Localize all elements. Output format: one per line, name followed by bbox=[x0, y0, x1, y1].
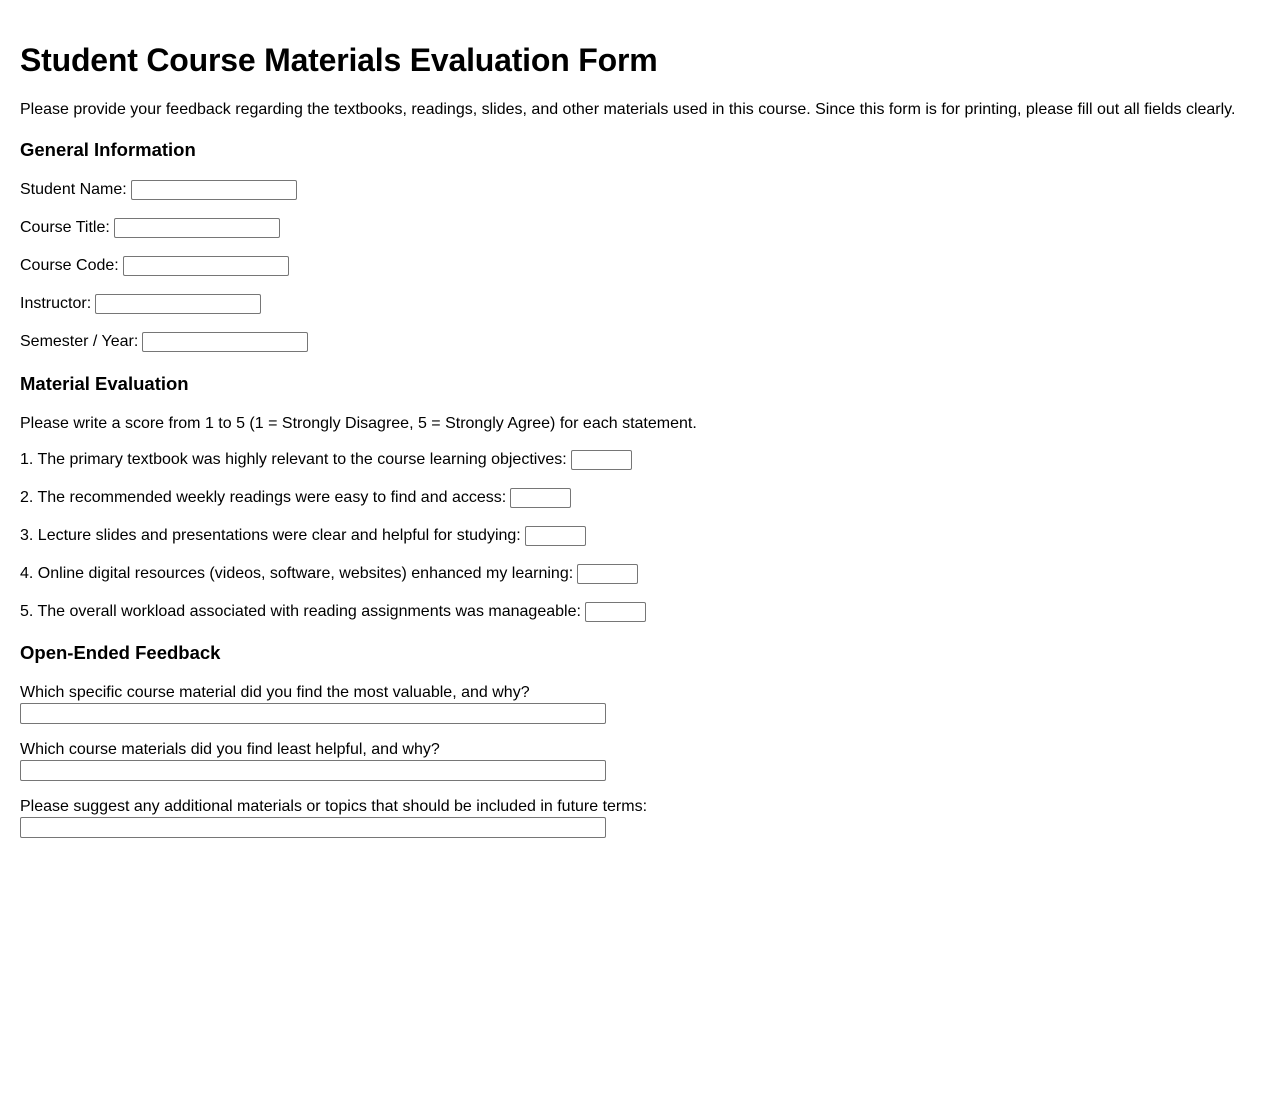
least-helpful-label: Which course materials did you find least helpful, and why? bbox=[20, 741, 440, 758]
course-title-label: Course Title: bbox=[20, 219, 110, 236]
instructor-input[interactable] bbox=[95, 294, 261, 314]
readings-access-score-input[interactable] bbox=[510, 488, 571, 508]
statement-row bbox=[20, 601, 646, 623]
course-code-row bbox=[20, 255, 289, 277]
statement-label: 1. The primary textbook was highly relevant to the course learning objectives: bbox=[20, 451, 567, 468]
textbook-relevance-score-input[interactable] bbox=[571, 450, 632, 470]
instructor-row bbox=[20, 293, 261, 315]
semester-year-label: Semester / Year: bbox=[20, 333, 139, 350]
statement-row bbox=[20, 487, 571, 509]
statement-label: 3. Lecture slides and presentations were clear and helpful for studying: bbox=[20, 527, 521, 544]
intro-text: Please provide your feedback regarding the textbooks, readings, slides, and other materials used in this course. Since this form is for printing, please fill out all fields clearly. bbox=[20, 101, 1236, 118]
statement-label: 4. Online digital resources (videos, software, websites) enhanced my learning: bbox=[20, 565, 574, 582]
evaluation-instructions: Please write a score from 1 to 5 (1 = Strongly Disagree, 5 = Strongly Agree) for each statement. bbox=[20, 415, 697, 432]
most-valuable-input[interactable] bbox=[20, 703, 606, 724]
semester-year-input[interactable] bbox=[142, 332, 308, 352]
student-name-row bbox=[20, 179, 297, 201]
instructor-label: Instructor: bbox=[20, 295, 92, 312]
course-code-label: Course Code: bbox=[20, 257, 119, 274]
student-name-label: Student Name: bbox=[20, 181, 127, 198]
additional-materials-input[interactable] bbox=[20, 817, 606, 838]
general-information-heading: General Information bbox=[20, 139, 196, 160]
course-code-input[interactable] bbox=[123, 256, 289, 276]
workload-score-input[interactable] bbox=[585, 602, 646, 622]
statement-label: 2. The recommended weekly readings were easy to find and access: bbox=[20, 489, 507, 506]
digital-resources-score-input[interactable] bbox=[577, 564, 638, 584]
statement-label: 5. The overall workload associated with reading assignments was manageable: bbox=[20, 603, 581, 620]
course-title-row bbox=[20, 217, 280, 239]
least-helpful-input[interactable] bbox=[20, 760, 606, 781]
statement-row bbox=[20, 563, 638, 585]
additional-materials-label: Please suggest any additional materials or topics that should be included in future terms: bbox=[20, 798, 648, 815]
slides-clarity-score-input[interactable] bbox=[525, 526, 586, 546]
statement-row bbox=[20, 525, 586, 547]
most-valuable-label: Which specific course material did you find the most valuable, and why? bbox=[20, 684, 530, 701]
student-name-input[interactable] bbox=[131, 180, 297, 200]
statement-row bbox=[20, 449, 632, 471]
course-title-input[interactable] bbox=[114, 218, 280, 238]
open-ended-feedback-heading: Open-Ended Feedback bbox=[20, 642, 221, 663]
material-evaluation-heading: Material Evaluation bbox=[20, 373, 189, 394]
semester-year-row bbox=[20, 331, 308, 353]
page-title: Student Course Materials Evaluation Form bbox=[20, 42, 658, 78]
